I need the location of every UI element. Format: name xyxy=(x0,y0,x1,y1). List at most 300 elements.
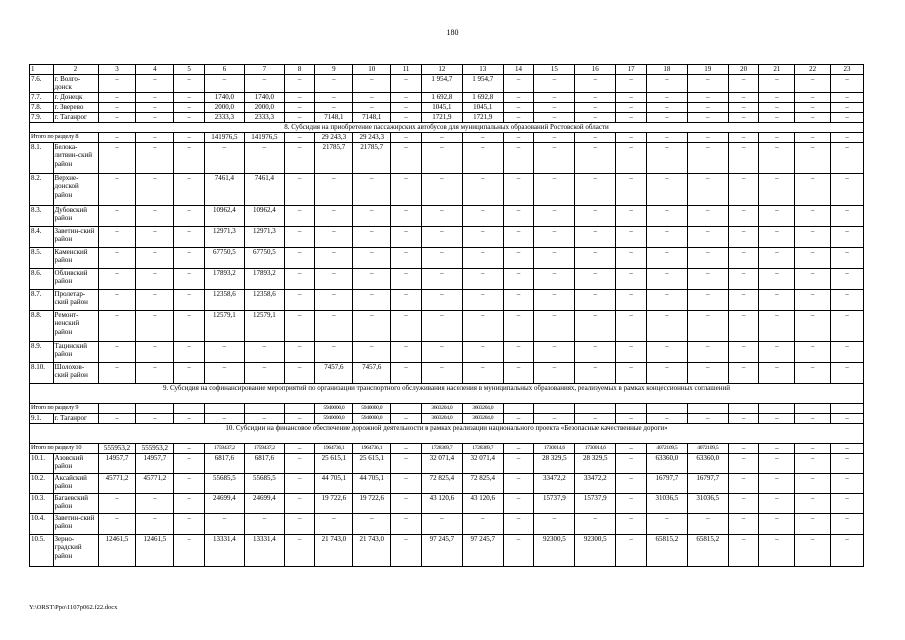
table-cell: – xyxy=(353,226,391,247)
table-cell: – xyxy=(728,112,759,122)
table-cell: 19 722,6 xyxy=(353,493,391,513)
table-cell: – xyxy=(174,247,205,268)
table-cell: 25 615,1 xyxy=(353,453,391,473)
table-cell: – xyxy=(728,362,759,383)
table-cell: – xyxy=(136,112,174,122)
table-cell: – xyxy=(503,142,534,173)
table-cell: – xyxy=(575,289,616,310)
row-number: 10.5. xyxy=(30,534,54,566)
table-cell: 63360,0 xyxy=(646,453,687,473)
table-cell: – xyxy=(503,534,534,566)
section-title-row xyxy=(30,122,864,132)
table-cell: – xyxy=(759,310,795,341)
table-cell: – xyxy=(795,268,831,289)
column-number-header: 18 xyxy=(646,65,687,75)
table-cell: 1759437,2 xyxy=(204,443,244,453)
table-row xyxy=(30,534,864,566)
column-number-header: 6 xyxy=(204,65,244,75)
table-cell: – xyxy=(759,341,795,362)
table-cell: 33472,2 xyxy=(534,473,575,493)
table-cell: – xyxy=(534,205,575,226)
table-cell: – xyxy=(728,268,759,289)
table-cell: – xyxy=(136,92,174,102)
table-cell: 97 245,7 xyxy=(462,534,503,566)
table-cell: 1045,1 xyxy=(462,102,503,112)
table-cell xyxy=(244,403,284,413)
table-cell: – xyxy=(98,341,136,362)
section-total-row xyxy=(30,132,864,142)
table-cell: – xyxy=(315,289,353,310)
municipality-name: Пролетар-ский район xyxy=(53,289,98,310)
table-cell: 25 615,1 xyxy=(315,453,353,473)
table-cell: – xyxy=(174,534,205,566)
table-cell: 4072109,5 xyxy=(646,443,687,453)
table-cell: – xyxy=(831,92,864,102)
table-cell: 7148,1 xyxy=(315,112,353,122)
table-cell: – xyxy=(204,75,244,93)
table-cell: 43 120,6 xyxy=(462,493,503,513)
table-cell xyxy=(616,403,647,413)
table-cell: 1730014,6 xyxy=(575,443,616,453)
table-cell: – xyxy=(136,289,174,310)
table-cell: 141976,5 xyxy=(204,132,244,142)
table-cell: – xyxy=(795,289,831,310)
table-cell: 65815,2 xyxy=(687,534,728,566)
table-cell: – xyxy=(831,413,864,423)
total-label: Итого по разделу 10 xyxy=(30,443,99,453)
table-cell: – xyxy=(795,205,831,226)
table-cell: – xyxy=(759,132,795,142)
table-cell: – xyxy=(244,513,284,534)
table-cell: – xyxy=(687,413,728,423)
table-cell: 45771,2 xyxy=(136,473,174,493)
table-cell: – xyxy=(503,112,534,122)
table-cell: 1759437,2 xyxy=(244,443,284,453)
table-cell: 21 743,0 xyxy=(315,534,353,566)
table-cell: – xyxy=(616,112,647,122)
table-cell: – xyxy=(728,173,759,205)
table-cell: – xyxy=(284,75,315,93)
table-cell: – xyxy=(462,132,503,142)
row-number: 10.1. xyxy=(30,453,54,473)
municipality-name: Азовский район xyxy=(53,453,98,473)
table-cell: – xyxy=(759,75,795,93)
table-cell: – xyxy=(174,513,205,534)
table-cell: – xyxy=(244,142,284,173)
table-cell: – xyxy=(646,205,687,226)
table-cell: – xyxy=(575,112,616,122)
table-cell: – xyxy=(174,142,205,173)
table-cell: – xyxy=(534,112,575,122)
table-cell: – xyxy=(759,453,795,473)
table-cell: – xyxy=(616,102,647,112)
table-cell: – xyxy=(795,142,831,173)
section-title-row xyxy=(30,383,864,403)
table-cell: – xyxy=(646,173,687,205)
table-row xyxy=(30,289,864,310)
table-cell: – xyxy=(616,453,647,473)
table-cell: – xyxy=(759,443,795,453)
table-cell: – xyxy=(687,173,728,205)
table-cell xyxy=(728,403,759,413)
table-cell: – xyxy=(759,102,795,112)
table-cell: – xyxy=(795,493,831,513)
table-cell: – xyxy=(616,513,647,534)
table-cell: – xyxy=(353,102,391,112)
table-cell: – xyxy=(795,102,831,112)
table-cell: – xyxy=(687,132,728,142)
table-cell: – xyxy=(759,473,795,493)
table-cell: – xyxy=(204,513,244,534)
table-cell: – xyxy=(616,493,647,513)
table-cell: – xyxy=(315,173,353,205)
table-cell: – xyxy=(831,362,864,383)
table-cell xyxy=(646,403,687,413)
table-cell: – xyxy=(687,92,728,102)
table-cell: – xyxy=(831,534,864,566)
table-cell: – xyxy=(315,310,353,341)
table-cell: – xyxy=(315,205,353,226)
table-cell: – xyxy=(759,205,795,226)
table-cell: 33472,2 xyxy=(575,473,616,493)
table-cell: – xyxy=(534,341,575,362)
municipality-name: г. Волго-донск xyxy=(53,75,98,93)
municipality-name: Ремонт-ненский район xyxy=(53,310,98,341)
table-cell: – xyxy=(315,513,353,534)
table-cell: 16797,7 xyxy=(646,473,687,493)
table-cell: – xyxy=(284,142,315,173)
page-number: 180 xyxy=(446,28,459,37)
row-number: 10.3. xyxy=(30,493,54,513)
table-cell: – xyxy=(391,341,422,362)
table-cell: – xyxy=(353,173,391,205)
table-cell: – xyxy=(284,473,315,493)
table-cell: 19 722,6 xyxy=(315,493,353,513)
table-cell: 14957,7 xyxy=(136,453,174,473)
section-total-row xyxy=(30,403,864,413)
municipality-name: г. Зверево xyxy=(53,102,98,112)
table-cell: – xyxy=(391,268,422,289)
table-cell: – xyxy=(575,341,616,362)
table-cell: – xyxy=(503,453,534,473)
table-cell: – xyxy=(534,247,575,268)
table-cell: – xyxy=(174,205,205,226)
table-cell: – xyxy=(759,112,795,122)
table-cell: 1 954,7 xyxy=(462,75,503,93)
table-cell: – xyxy=(831,268,864,289)
table-cell: – xyxy=(687,247,728,268)
table-cell: 1 954,7 xyxy=(421,75,462,93)
table-cell: – xyxy=(534,362,575,383)
table-row xyxy=(30,473,864,493)
table-cell: 4072109,5 xyxy=(687,443,728,453)
table-cell: – xyxy=(391,112,422,122)
table-cell: – xyxy=(98,226,136,247)
table-cell: 1740,0 xyxy=(244,92,284,102)
table-cell: 555953,2 xyxy=(136,443,174,453)
table-cell: 1728369,7 xyxy=(462,443,503,453)
table-cell: – xyxy=(759,92,795,102)
table-cell: – xyxy=(616,534,647,566)
table-cell: – xyxy=(353,92,391,102)
table-cell: – xyxy=(728,534,759,566)
column-number-header: 19 xyxy=(687,65,728,75)
column-number-header: 17 xyxy=(616,65,647,75)
table-cell: 15737,9 xyxy=(575,493,616,513)
table-cell: – xyxy=(284,268,315,289)
table-cell: – xyxy=(98,205,136,226)
table-cell: – xyxy=(831,226,864,247)
table-cell: – xyxy=(244,75,284,93)
table-cell: – xyxy=(503,513,534,534)
table-cell: – xyxy=(831,173,864,205)
table-cell: 65815,2 xyxy=(646,534,687,566)
table-cell: 2000,0 xyxy=(244,102,284,112)
section-total-row xyxy=(30,443,864,453)
table-cell: – xyxy=(284,362,315,383)
table-cell: – xyxy=(174,102,205,112)
table-cell: 1721,9 xyxy=(421,112,462,122)
table-row xyxy=(30,513,864,534)
table-row xyxy=(30,75,864,93)
table-cell: – xyxy=(98,173,136,205)
table-cell: – xyxy=(831,310,864,341)
municipality-name: Багаевский район xyxy=(53,493,98,513)
table-cell: – xyxy=(646,513,687,534)
section-title: 10. Субсидии на финансовое обеспечение дорожной деятельности в рамках реализации национального проекта «Безопасные качественные дороги» xyxy=(30,423,864,443)
table-cell: – xyxy=(98,247,136,268)
table-cell: 14957,7 xyxy=(98,453,136,473)
table-cell: – xyxy=(315,226,353,247)
table-cell xyxy=(136,403,174,413)
table-cell: – xyxy=(503,413,534,423)
table-cell: – xyxy=(831,341,864,362)
table-cell: 7457,6 xyxy=(353,362,391,383)
table-row xyxy=(30,226,864,247)
table-cell: – xyxy=(284,493,315,513)
table-cell: – xyxy=(759,413,795,423)
table-cell: 67750,5 xyxy=(244,247,284,268)
table-cell: – xyxy=(616,75,647,93)
row-number: 7.9. xyxy=(30,112,54,122)
table-cell: – xyxy=(831,75,864,93)
table-cell: – xyxy=(575,92,616,102)
table-cell: 7461,4 xyxy=(244,173,284,205)
municipality-name: г. Таганрог xyxy=(53,413,98,423)
table-cell: – xyxy=(353,310,391,341)
table-cell: 2333,3 xyxy=(244,112,284,122)
table-cell: – xyxy=(616,443,647,453)
table-cell: – xyxy=(421,142,462,173)
table-cell: – xyxy=(575,247,616,268)
municipality-name: Тацинский район xyxy=(53,341,98,362)
table-row xyxy=(30,173,864,205)
table-cell: – xyxy=(687,142,728,173)
table-cell: – xyxy=(646,268,687,289)
table-cell: – xyxy=(353,341,391,362)
table-cell: – xyxy=(616,247,647,268)
table-cell: – xyxy=(174,173,205,205)
table-cell: – xyxy=(391,443,422,453)
table-cell: – xyxy=(616,268,647,289)
table-cell: – xyxy=(759,142,795,173)
footer-file-path: Y:\ORST\Ppo\1107p062.f22.docx xyxy=(29,604,118,611)
column-number-header: 8 xyxy=(284,65,315,75)
column-number-header: 9 xyxy=(315,65,353,75)
table-cell: 5940000,0 xyxy=(315,403,353,413)
table-cell: – xyxy=(534,310,575,341)
table-cell: 21785,7 xyxy=(353,142,391,173)
table-cell: – xyxy=(831,132,864,142)
table-row xyxy=(30,413,864,423)
table-cell: – xyxy=(284,247,315,268)
table-cell: – xyxy=(284,534,315,566)
table-cell: – xyxy=(174,413,205,423)
table-cell: – xyxy=(391,289,422,310)
table-cell: 3603204,0 xyxy=(462,413,503,423)
table-cell: – xyxy=(728,513,759,534)
table-cell: – xyxy=(284,132,315,142)
table-cell: – xyxy=(575,75,616,93)
table-cell: – xyxy=(462,205,503,226)
table-cell: – xyxy=(728,226,759,247)
table-cell: – xyxy=(136,102,174,112)
table-cell: 24699,4 xyxy=(204,493,244,513)
table-cell: 5940000,0 xyxy=(353,403,391,413)
table-cell: 3603204,0 xyxy=(462,403,503,413)
table-cell: – xyxy=(503,341,534,362)
table-cell: – xyxy=(728,289,759,310)
table-cell: – xyxy=(136,75,174,93)
table-cell: 2000,0 xyxy=(204,102,244,112)
table-cell: – xyxy=(759,534,795,566)
table-cell: – xyxy=(503,173,534,205)
table-cell: – xyxy=(687,289,728,310)
table-cell: 3603204,0 xyxy=(421,413,462,423)
table-cell: – xyxy=(284,453,315,473)
table-cell: – xyxy=(687,341,728,362)
row-number: 8.8. xyxy=(30,310,54,341)
table-cell: – xyxy=(98,92,136,102)
table-cell: – xyxy=(503,92,534,102)
table-cell: 12579,1 xyxy=(244,310,284,341)
table-cell: – xyxy=(831,247,864,268)
table-cell: – xyxy=(284,341,315,362)
row-number: 10.2. xyxy=(30,473,54,493)
table-cell: – xyxy=(795,310,831,341)
table-cell: 63360,0 xyxy=(687,453,728,473)
table-cell: – xyxy=(575,102,616,112)
municipality-name: Заветин-ский район xyxy=(53,513,98,534)
section-title: 8. Субсидия на приобретение пассажирских автобусов для муниципальных образований Ростовской области xyxy=(30,122,864,132)
table-cell: 29 243,3 xyxy=(353,132,391,142)
table-cell: – xyxy=(391,534,422,566)
total-label: Итого по разделу 8 xyxy=(30,132,99,142)
table-cell: – xyxy=(284,92,315,102)
table-cell: – xyxy=(687,226,728,247)
table-cell: – xyxy=(353,513,391,534)
table-cell: – xyxy=(462,362,503,383)
table-cell: – xyxy=(136,142,174,173)
table-cell: – xyxy=(421,362,462,383)
table-cell: 31036,5 xyxy=(687,493,728,513)
table-cell: – xyxy=(136,362,174,383)
table-cell: – xyxy=(174,92,205,102)
table-cell: 55685,5 xyxy=(244,473,284,493)
table-cell xyxy=(795,403,831,413)
table-cell: – xyxy=(646,102,687,112)
table-cell: – xyxy=(534,173,575,205)
table-cell xyxy=(534,403,575,413)
table-cell: – xyxy=(831,513,864,534)
table-cell: – xyxy=(728,132,759,142)
table-cell: – xyxy=(759,247,795,268)
table-cell: – xyxy=(421,247,462,268)
table-cell: – xyxy=(462,173,503,205)
table-cell: 12358,6 xyxy=(204,289,244,310)
row-number: 8.1. xyxy=(30,142,54,173)
table-cell: – xyxy=(174,453,205,473)
table-cell: – xyxy=(646,112,687,122)
municipality-name: Шолохов-ский район xyxy=(53,362,98,383)
table-cell: – xyxy=(646,247,687,268)
municipality-name: Аксайский район xyxy=(53,473,98,493)
table-cell: – xyxy=(831,453,864,473)
table-cell: 10962,4 xyxy=(244,205,284,226)
table-cell: 21 743,0 xyxy=(353,534,391,566)
table-cell: – xyxy=(728,310,759,341)
table-cell: – xyxy=(616,473,647,493)
row-number: 8.2. xyxy=(30,173,54,205)
table-cell: – xyxy=(462,513,503,534)
table-row xyxy=(30,310,864,341)
table-cell: – xyxy=(534,413,575,423)
row-number: 8.3. xyxy=(30,205,54,226)
table-cell: – xyxy=(616,132,647,142)
table-cell: – xyxy=(795,473,831,493)
table-cell: – xyxy=(284,205,315,226)
table-cell: 44 705,1 xyxy=(353,473,391,493)
table-cell: 17893,2 xyxy=(204,268,244,289)
municipality-name: Заветин-ский район xyxy=(53,226,98,247)
table-cell: – xyxy=(795,112,831,122)
table-cell: – xyxy=(421,226,462,247)
column-number-header: 11 xyxy=(391,65,422,75)
row-number: 7.8. xyxy=(30,102,54,112)
table-cell: – xyxy=(646,289,687,310)
table-cell: – xyxy=(728,205,759,226)
table-cell: 92300,5 xyxy=(575,534,616,566)
table-row xyxy=(30,453,864,473)
table-cell: 29 243,3 xyxy=(315,132,353,142)
table-cell: – xyxy=(421,132,462,142)
table-cell: 1 692,8 xyxy=(462,92,503,102)
table-cell: 7148,1 xyxy=(353,112,391,122)
row-number: 8.9. xyxy=(30,341,54,362)
column-number-header: 4 xyxy=(136,65,174,75)
table-cell: – xyxy=(728,493,759,513)
table-cell: 13331,4 xyxy=(204,534,244,566)
table-cell xyxy=(687,403,728,413)
table-cell: – xyxy=(503,443,534,453)
table-cell: 92300,5 xyxy=(534,534,575,566)
table-cell: – xyxy=(616,362,647,383)
table-cell: – xyxy=(831,142,864,173)
table-cell: – xyxy=(616,226,647,247)
municipality-name: Верхне-донской район xyxy=(53,173,98,205)
table-cell xyxy=(284,403,315,413)
table-cell: – xyxy=(315,341,353,362)
